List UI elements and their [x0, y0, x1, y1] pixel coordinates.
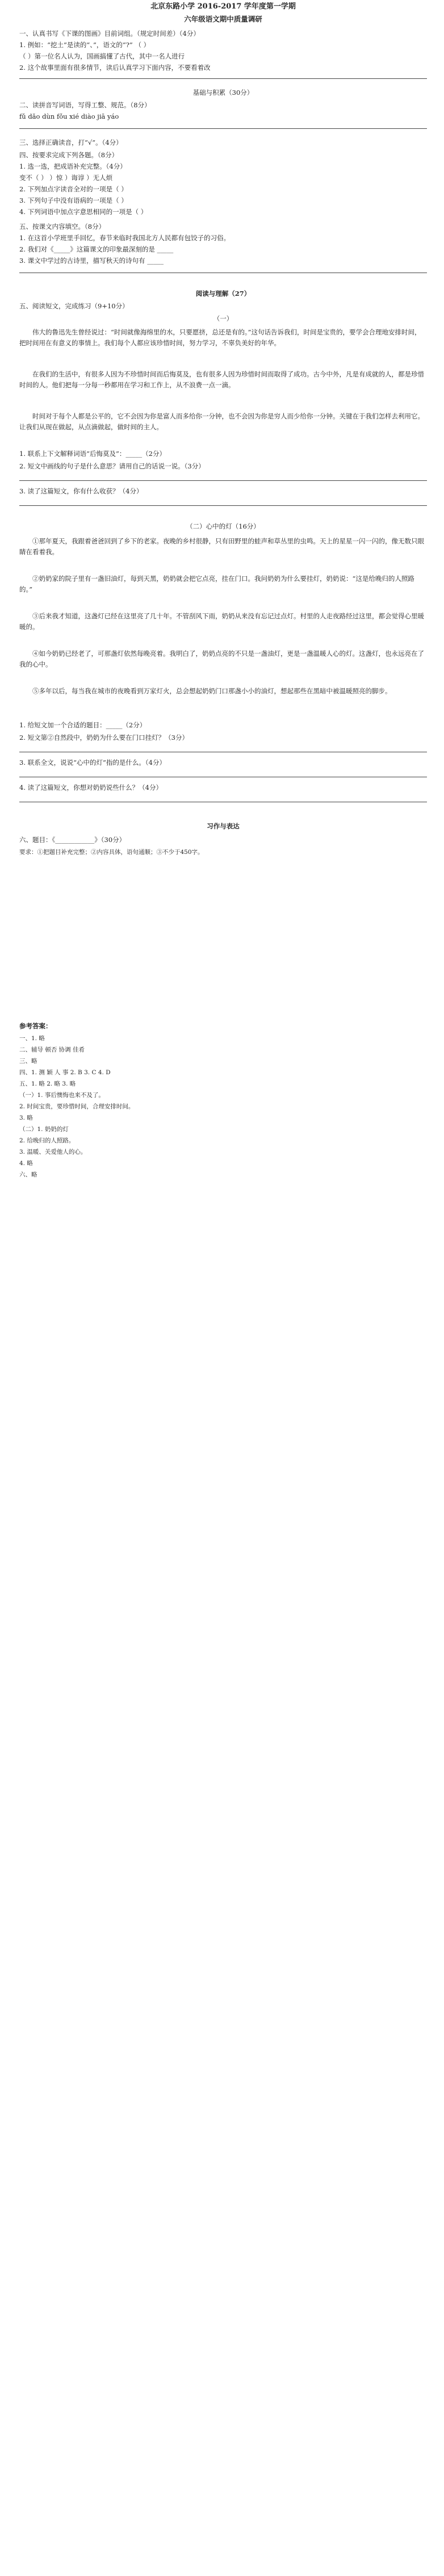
answer-key-row: 2. 给晚归的人照路。: [19, 1137, 75, 1144]
section-5-q3: 3. 课文中学过的古诗里，描写秋天的诗句有 _____: [19, 257, 164, 265]
writing-section-title: 习作与表达: [207, 822, 240, 830]
reading-section-subtitle: 五、阅读短文，完成练习（9+10分）: [19, 302, 129, 310]
exam-title: 北京东路小学 2016-2017 学年度第一学期: [150, 2, 296, 11]
passage-1-paragraph: 时间对于每个人都是公平的，它不会因为你是富人而多给你一分钟，也不会因为你是穷人而少给你一分钟。关键在于我们怎样去利用它。让我们从现在做起，从点滴做起，做时间的主人。: [19, 412, 424, 431]
section-5-title: 五、按课文内容填空。（8分）: [19, 223, 106, 231]
section-4-q1: 1. 选一选，把成语补充完整。（4分）: [19, 162, 127, 170]
section-5-q2: 2. 我们对《_____》这篇课文的印象最深刻的是 _____: [19, 245, 174, 253]
answer-line: [19, 480, 427, 481]
answer-line: [19, 78, 427, 79]
exam-subtitle: 六年级语文期中质量调研: [184, 15, 262, 23]
answer-key-row: 3. 略: [19, 1115, 33, 1121]
section-2-title: 基础与积累（30分）: [192, 89, 254, 97]
passage-2-question: 3. 联系全文，说说“心中的灯”指的是什么。（4分）: [19, 759, 166, 766]
section-1-q3: 2. 这个故事里面有很多情节，读后认真学习下面内容，不要看着改: [19, 64, 211, 72]
section-1-title: 一、认真书写《下课的图画》目前词组。（规定时间差）（4分）: [19, 30, 200, 37]
answer-line: [19, 505, 427, 506]
answer-key-row: 二、辅导 顿否 协调 佳肴: [19, 1046, 85, 1053]
writing-prompt: 六、题目：《____________》（30分）: [19, 836, 126, 844]
answer-key-title: 参考答案：: [19, 1022, 52, 1030]
section-4-q3: 3. 下列句子中没有语病的一项是（ ）: [19, 196, 128, 204]
passage-1-question: 2. 短文中画线的句子是什么意思？请用自己的话说一说。（3分）: [19, 462, 205, 470]
section-5-q1: 1. 在这首小学班里手回忆，春节来临时我国北方人民都有包饺子的习俗。: [19, 234, 231, 242]
passage-1-question: 3. 读了这篇短文，你有什么收获？（4分）: [19, 487, 143, 495]
passage-1-paragraph: 在我们的生活中，有很多人因为不珍惜时间而后悔莫及，也有很多人因为珍惜时间而取得了成功。古今中外，凡是有成就的人，都是珍惜时间的人。他们把每一分每一秒都用在学习和工作上，从不浪费一点一滴。: [19, 370, 424, 389]
section-1-q2: （ ）第一位名人认为，国画搞懂了古代，其中一名人进行: [19, 52, 185, 60]
section-4-q4: 4. 下列词语中加点字意思相同的一项是（ ）: [19, 208, 148, 216]
passage-1-question: 1. 联系上下文解释词语“后悔莫及”：_____（2分）: [19, 450, 166, 458]
passage-2-question: 2. 短文第②自然段中，奶奶为什么要在门口挂灯？（3分）: [19, 734, 189, 742]
answer-key-row: （一）1. 事后懊悔也来不及了。: [19, 1092, 104, 1099]
idioms-row: 变不（ ） ）惊 ）诲谆 ）无人烦: [19, 174, 113, 182]
section-4-title: 四、按要求完成下列各题。（8分）: [19, 151, 119, 159]
answer-key-row: 六、略: [19, 1171, 37, 1178]
answer-key-row: 五、1. 略 2. 略 3. 略: [19, 1080, 76, 1087]
section-2-subtitle: 二、读拼音写词语，写得工整、规范。（8分）: [19, 101, 151, 109]
answer-key-row: 3. 温暖、关爱他人的心。: [19, 1149, 87, 1155]
passage-2-paragraph: ④如今奶奶已经老了，可那盏灯依然每晚亮着。我明白了，奶奶点亮的不只是一盏油灯，更是一盏温暖人心的灯。这盏灯，也永远亮在了我的心中。: [19, 650, 424, 668]
passage-2-title: （二）心中的灯（16分）: [186, 522, 260, 530]
passage-2-question: 4. 读了这篇短文，你想对奶奶说些什么？（4分）: [19, 784, 162, 791]
passage-1-title: （一）: [213, 315, 233, 322]
answer-key-row: 4. 略: [19, 1160, 33, 1167]
passage-2-paragraph: ⑤多年以后，每当我在城市的夜晚看到万家灯火，总会想起奶奶门口那盏小小的油灯，想起那些在黑暗中被温暖照亮的脚步。: [32, 687, 392, 695]
answer-key-row: 2. 时间宝贵，要珍惜时间，合理安排时间。: [19, 1103, 135, 1110]
answer-line: [19, 128, 427, 129]
answer-key-row: 一、1. 略: [19, 1035, 45, 1042]
passage-1-paragraph: 伟大的鲁迅先生曾经说过：“时间就像海绵里的水，只要愿挤，总还是有的。”这句话告诉我们，时间是宝贵的，要学会合理地安排时间，把时间用在有意义的事情上。我们每个人都应该珍惜时间，努力学习，不辜负美好的年华。: [19, 328, 421, 347]
answer-key-row: 四、1. 测 颖 人 事 2. B 3. C 4. D: [19, 1069, 111, 1076]
answer-key-row: 三、略: [19, 1058, 37, 1065]
section-1-q1: 1. 例如：“挖土”是读的“、”，语文的“?” （ ）: [19, 41, 150, 49]
passage-2-question: 1. 给短文加一个合适的题目：_____（2分）: [19, 721, 146, 729]
passage-2-paragraph: ②奶奶家的院子里有一盏旧油灯，每到天黑，奶奶就会把它点亮，挂在门口。我问奶奶为什么要挂灯，奶奶说：“这是给晚归的人照路的。”: [19, 575, 414, 593]
answer-key-row: （二）1. 奶奶的灯: [19, 1126, 69, 1133]
writing-requirements: 要求：①把题目补充完整；②内容具体，语句通顺；③不少于450字。: [19, 849, 204, 856]
passage-2-paragraph: ③后来我才知道，这盏灯已经在这里亮了几十年。不管刮风下雨，奶奶从来没有忘记过点灯。村里的人走夜路经过这里，都会觉得心里暖暖的。: [19, 612, 424, 631]
passage-2-paragraph: ①那年夏天，我跟着爸爸回到了乡下的老家。夜晚的乡村很静，只有田野里的蛙声和草丛里的虫鸣。天上的星星一闪一闪的，像无数只眼睛在看着我。: [19, 537, 424, 556]
reading-section-title: 阅读与理解（27）: [195, 290, 251, 298]
section-3-title: 三、选择正确读音，打“√”。（4分）: [19, 139, 123, 146]
pinyin-row: fǔ dǎo dùn fǒu xié diào jiā yáo: [19, 112, 119, 120]
section-4-q2: 2. 下列加点字读音全对的一项是（ ）: [19, 185, 128, 193]
